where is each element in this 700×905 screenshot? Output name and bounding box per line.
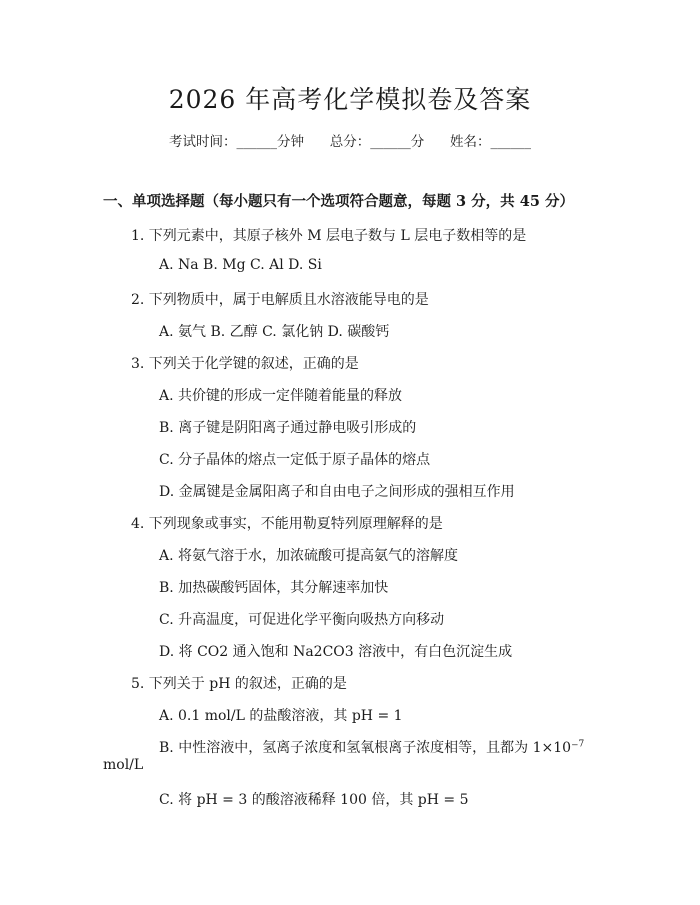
question-3-option-d: D. 金属键是金属阳离子和自由电子之间形成的强相互作用 — [159, 484, 515, 500]
question-3-option-c: C. 分子晶体的熔点一定低于原子晶体的熔点 — [159, 452, 431, 468]
question-3-option-b: B. 离子键是阴阳离子通过静电吸引形成的 — [159, 420, 417, 436]
question-5-option-c: C. 将 pH = 3 的酸溶液稀释 100 倍，其 pH = 5 — [159, 792, 469, 808]
section-heading: 一、单项选择题（每小题只有一个选项符合题意，每题 3 分，共 45 分） — [103, 193, 574, 210]
question-2-stem: 2. 下列物质中，属于电解质且水溶液能导电的是 — [131, 292, 429, 308]
exponent-superscript: 7 — [578, 739, 585, 750]
question-3-stem: 3. 下列关于化学键的叙述，正确的是 — [131, 356, 359, 372]
question-2-options: A. 氨气 B. 乙醇 C. 氯化钠 D. 碳酸钙 — [159, 324, 390, 340]
question-4-option-d: D. 将 CO2 通入饱和 Na2CO3 溶液中，有白色沉淀生成 — [159, 644, 513, 660]
question-4-option-b: B. 加热碳酸钙固体，其分解速率加快 — [159, 580, 389, 596]
question-5-stem: 5. 下列关于 pH 的叙述，正确的是 — [131, 676, 347, 692]
page-title: 2026 年高考化学模拟卷及答案 — [168, 85, 532, 114]
question-5-option-b — [159, 737, 584, 757]
exam-info-line: 考试时间：______分钟 总分：______分 姓名：______ — [169, 134, 531, 150]
question-4-option-a: A. 将氨气溶于水，加浓硫酸可提高氨气的溶解度 — [159, 548, 459, 564]
question-5-option-b-text: B. 中性溶液中，氢离子浓度和氢氧根离子浓度相等，且都为 1×10⁻ — [159, 740, 579, 756]
question-3-option-a: A. 共价键的形成一定伴随着能量的释放 — [159, 388, 403, 404]
question-1-stem: 1. 下列元素中，其原子核外 M 层电子数与 L 层电子数相等的是 — [131, 228, 527, 244]
question-5-option-a: A. 0.1 mol/L 的盐酸溶液，其 pH = 1 — [159, 708, 403, 724]
question-5-option-b-continuation: mol/L — [103, 757, 144, 773]
question-4-stem: 4. 下列现象或事实，不能用勒夏特列原理解释的是 — [131, 516, 443, 532]
question-4-option-c: C. 升高温度，可促进化学平衡向吸热方向移动 — [159, 612, 445, 628]
question-1-options: A. Na B. Mg C. Al D. Si — [159, 257, 322, 273]
